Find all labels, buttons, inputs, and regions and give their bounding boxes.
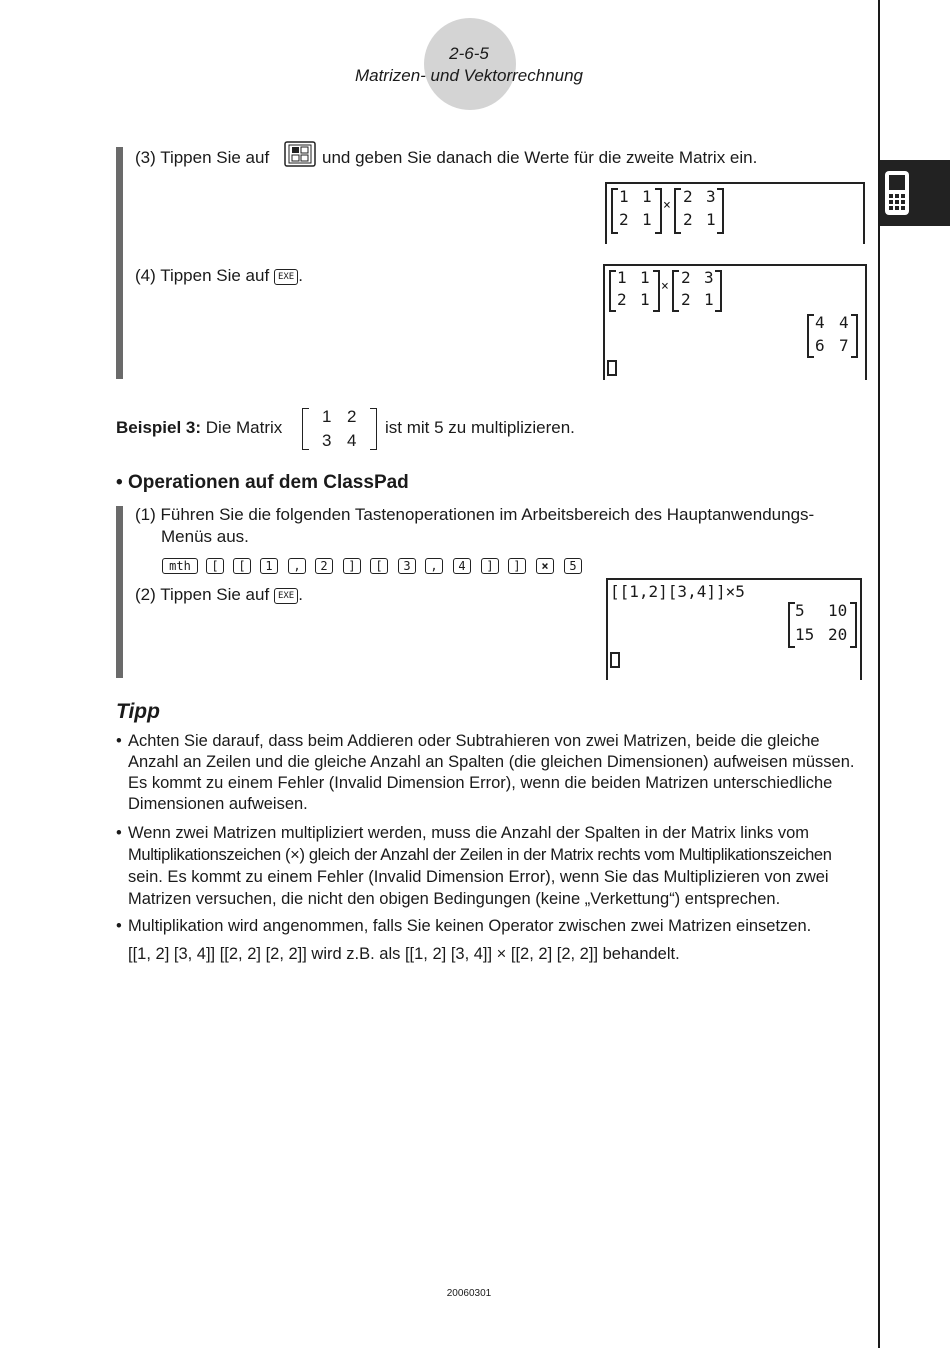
calculator-icon <box>884 170 910 216</box>
calculator-screen-1 <box>605 182 865 244</box>
tipp-b1-line3: Es kommt zu einem Fehler (Invalid Dimension Error), wenn die beiden Matrizen unterschiedliche <box>128 774 833 792</box>
tipp-b2-line2: Multiplikationszeichen (×) gleich der Anzahl der Zeilen in der Matrix rechts vom Multiplikationszeichen <box>128 846 832 864</box>
s2-b22: 1 <box>704 290 714 309</box>
heading-bullet: • <box>116 472 123 493</box>
tipp-b3-example: [[1, 2] [3, 4]] [[2, 2] [2, 2]] wird z.B. als [[1, 2] [3, 4]] × [[2, 2] [2, 2]] behandelt. <box>128 945 680 963</box>
example3-label: Beispiel 3: <box>116 418 202 437</box>
s2-r22: 7 <box>839 336 849 355</box>
step4-suffix: . <box>298 266 303 285</box>
key-3[interactable]: 3 <box>398 558 416 574</box>
tipp-b1-line1: Achten Sie darauf, dass beim Addieren oder Subtrahieren von zwei Matrizen, beide die gleiche <box>128 732 820 750</box>
step-block-bar <box>116 147 123 379</box>
step4-prefix: (4) Tippen Sie auf <box>135 266 270 285</box>
ex3-m22: 4 <box>347 431 357 450</box>
key-mth[interactable]: mth <box>162 558 198 574</box>
ex3-m11: 1 <box>322 407 332 426</box>
calculator-screen-3 <box>606 578 862 680</box>
s2-operator: × <box>661 279 669 294</box>
step3-suffix: und geben Sie danach die Werte für die zweite Matrix ein. <box>322 148 758 167</box>
key-2[interactable]: 2 <box>315 558 333 574</box>
key-close-bracket[interactable]: ] <box>481 558 499 574</box>
s1-b22: 1 <box>706 210 716 229</box>
example3-matrix <box>302 406 378 450</box>
calculator-screen-2 <box>603 264 867 380</box>
key-open-bracket[interactable]: [ <box>370 558 388 574</box>
step3-text <box>135 147 269 169</box>
footer-code: 20060301 <box>446 1288 492 1299</box>
s1-b21: 2 <box>683 210 693 229</box>
tipp-b1-line4: Dimensionen aufweisen. <box>128 795 308 813</box>
ex3-m21: 3 <box>322 431 332 450</box>
s1-a21: 2 <box>619 210 629 229</box>
key-multiply[interactable]: × <box>536 558 554 574</box>
ops-step1-line1: (1) Führen Sie die folgenden Tastenoperationen im Arbeitsbereich des Hauptanwendungs- <box>135 505 815 524</box>
operations-heading <box>116 472 409 494</box>
tipp-b3-text: Multiplikation wird angenommen, falls Sie keinen Operator zwischen zwei Matrizen einsetzen. <box>128 917 812 935</box>
key-4[interactable]: 4 <box>453 558 471 574</box>
section-title: Matrizen- und Vektorrechnung <box>354 66 584 85</box>
key-comma[interactable]: , <box>425 558 443 574</box>
ops-step2-text <box>135 584 303 606</box>
s2-a11: 1 <box>617 268 627 287</box>
example3-text-after: ist mit 5 zu multiplizieren. <box>385 418 575 437</box>
s2-a22: 1 <box>640 290 650 309</box>
s3-r11: 5 <box>795 601 805 620</box>
exe-key[interactable]: EXE <box>274 269 298 285</box>
operations-block-bar <box>116 506 123 678</box>
key-close-bracket[interactable]: ] <box>508 558 526 574</box>
s1-a11: 1 <box>619 187 629 206</box>
s2-b12: 3 <box>704 268 714 287</box>
step4-text <box>135 265 303 287</box>
s1-a22: 1 <box>642 210 652 229</box>
operations-heading-text: Operationen auf dem ClassPad <box>127 472 409 493</box>
ops-step2-suffix: . <box>298 585 303 604</box>
s1-a12: 1 <box>642 187 652 206</box>
tipp-b1-line2: Anzahl an Zeilen und die gleiche Anzahl an Spalten (die gleichen Dimensionen) aufweisen müssen. <box>128 753 855 771</box>
ex3-m12: 2 <box>347 407 357 426</box>
step3-prefix: (3) Tippen Sie auf <box>135 148 270 167</box>
s2-a12: 1 <box>640 268 650 287</box>
ops-step2-prefix: (2) Tippen Sie auf <box>135 585 270 604</box>
tipp-heading: Tipp <box>116 700 160 723</box>
s2-r11: 4 <box>815 313 825 332</box>
key-5[interactable]: 5 <box>564 558 582 574</box>
tipp-b2-line3: sein. Es kommt zu einem Fehler (Invalid Dimension Error), wenn Sie das Multiplizieren von zwei <box>128 868 829 886</box>
s1-b12: 3 <box>706 187 716 206</box>
s3-r21: 15 <box>795 625 815 644</box>
tipp-b2-line1: Wenn zwei Matrizen multipliziert werden, muss die Anzahl der Spalten in der Matrix links vom <box>128 824 810 842</box>
header-circle <box>424 18 516 110</box>
s1-b11: 2 <box>683 187 693 206</box>
example3-text-before: Die Matrix <box>205 418 283 437</box>
s2-r12: 4 <box>839 313 849 332</box>
s3-r22: 20 <box>828 625 848 644</box>
s3-input: [[1,2][3,4]]×5 <box>610 582 745 601</box>
s3-r12: 10 <box>828 601 848 620</box>
key-close-bracket[interactable]: ] <box>343 558 361 574</box>
s2-b21: 2 <box>681 290 691 309</box>
s2-b11: 2 <box>681 268 691 287</box>
matrix-template-icon[interactable] <box>284 141 316 167</box>
ops-step1-line2: Menüs aus. <box>161 527 249 546</box>
input-cursor <box>610 652 620 668</box>
s1-operator: × <box>663 198 671 213</box>
key-comma[interactable]: , <box>288 558 306 574</box>
example3-intro <box>116 417 282 439</box>
key-1[interactable]: 1 <box>260 558 278 574</box>
key-open-bracket[interactable]: [ <box>233 558 251 574</box>
tipp-b2-line4: Matrizen versuchen, die nicht den obigen Bedingungen (keine „Verkettung“) entsprechen. <box>128 890 781 908</box>
section-number: 2-6-5 <box>449 44 489 63</box>
s2-a21: 2 <box>617 290 627 309</box>
s2-r21: 6 <box>815 336 825 355</box>
key-open-bracket[interactable]: [ <box>206 558 224 574</box>
exe-key[interactable]: EXE <box>274 588 298 604</box>
input-cursor <box>607 360 617 376</box>
